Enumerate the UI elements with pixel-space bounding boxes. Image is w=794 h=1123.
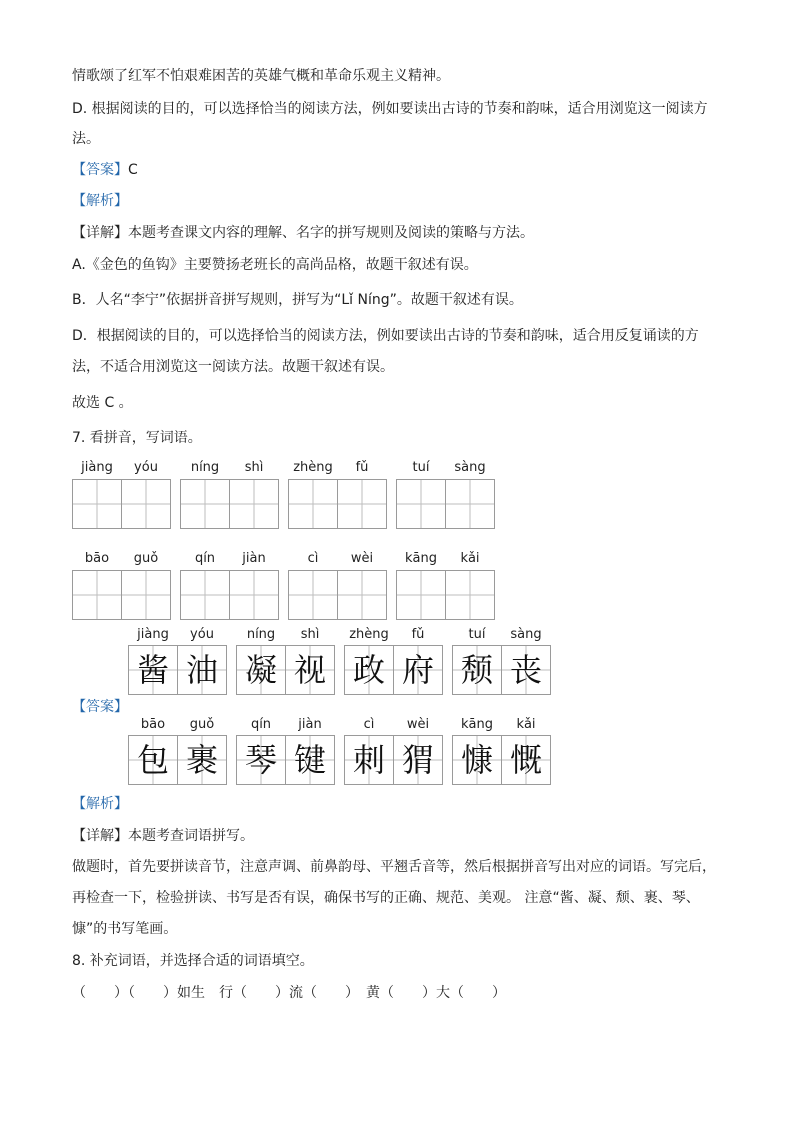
answer-cell [394,735,443,785]
question-8-blanks: （ ）（ ）如生 行（ ）流（ ） 黄（ ）大（ ） [72,985,506,1001]
answer-char: 凝 [244,651,277,689]
answer-cell [344,735,394,785]
pinyin: zhèng [349,627,389,642]
answer-char: 油 [185,651,218,689]
pinyin: jiàn [242,551,266,566]
answer-grid-row-1 [128,645,558,695]
text-line-2: D. 根据阅读的目的，可以选择恰当的阅读方法，例如要读出古诗的节奏和韵味，适合用浏览这一阅读方 [72,101,708,117]
writing-cell[interactable] [72,570,122,620]
writing-cell[interactable] [396,479,446,529]
answer-cell [178,645,227,695]
pinyin: níng [190,460,220,475]
answer-grid-row-2 [128,735,558,785]
pinyin: wèi [350,551,374,566]
answer-tag-2: 【答案】 [72,699,128,715]
pinyin: kāng [405,551,437,566]
writing-cell[interactable] [122,570,171,620]
text-line-a: A.《金色的鱼钩》主要赞扬老班长的高尚品格，故题干叙述有误。 [72,257,478,273]
paragraph-line-3: 慷”的书写笔画。 [72,921,178,937]
answer-char: 丧 [509,651,542,689]
pinyin: guǒ [133,551,159,566]
answer-char: 颓 [460,651,493,689]
writing-cell[interactable] [338,570,387,620]
answer-cell [502,645,551,695]
pinyin: bāo [140,717,166,732]
paragraph-line-1: 做题时，首先要拼读音节，注意声调、前鼻韵母、平翘舌音等，然后根据拼音写出对应的词语。写完后， [72,859,716,875]
writing-cell[interactable] [288,570,338,620]
writing-cell[interactable] [338,479,387,529]
pinyin: níng [246,627,276,642]
answer-cell [128,735,178,785]
pinyin: kǎi [516,717,536,732]
text-line-3: 法。 [72,131,100,147]
paragraph-line-2: 再检查一下，检验拼读、书写是否有误，确保书写的正确、规范、美观。 注意“酱、凝、颓、裹、琴、 [72,890,700,906]
pinyin: zhèng [293,460,333,475]
pinyin: fǔ [411,627,425,642]
pinyin: guǒ [189,717,215,732]
pinyin: shì [244,460,264,475]
answer-char: 裹 [185,741,218,779]
answer-value: C [128,162,138,178]
text-line-d-cont: 法，不适合用浏览这一阅读方法。故题干叙述有误。 [72,359,394,375]
pinyin: qín [250,717,272,732]
answer-line [72,160,138,180]
pinyin: cì [307,551,319,566]
pinyin-row-2 [72,551,502,569]
answer-cell [236,735,286,785]
answer-cell [286,645,335,695]
answer-char: 猬 [401,741,434,779]
answer-char: 琴 [244,741,277,779]
question-8: 8. 补充词语，并选择合适的词语填空。 [72,953,314,969]
answer-char: 政 [352,651,385,689]
answer-char: 慨 [509,741,542,779]
writing-cell[interactable] [180,570,230,620]
pinyin: yóu [190,627,214,642]
answer-char: 视 [293,651,326,689]
answer-pinyin-row-1 [128,627,558,645]
pinyin: yóu [134,460,158,475]
pinyin: sàng [454,460,486,475]
answer-pinyin-row-2 [128,717,558,735]
writing-cell[interactable] [230,479,279,529]
writing-cell[interactable] [230,570,279,620]
pinyin: fǔ [355,460,369,475]
answer-tag: 【答案】 [72,162,128,178]
pinyin: jiàn [298,717,322,732]
answer-cell [178,735,227,785]
pinyin: sàng [510,627,542,642]
answer-cell [344,645,394,695]
answer-cell [502,735,551,785]
blank-grid-row-1 [72,479,502,529]
answer-char: 键 [293,741,326,779]
text-line-1: 情歌颂了红军不怕艰难困苦的英雄气概和革命乐观主义精神。 [72,68,450,84]
pinyin: jiàng [137,627,169,642]
text-line-d: D．根据阅读的目的，可以选择恰当的阅读方法，例如要读出古诗的节奏和韵味，适合用反复诵读的方 [72,328,699,344]
analysis-tag: 【解析】 [72,193,128,209]
answer-char: 府 [401,651,434,689]
writing-cell[interactable] [122,479,171,529]
answer-char: 刺 [352,741,385,779]
pinyin: kǎi [460,551,480,566]
writing-cell[interactable] [446,570,495,620]
detail-tag: 【详解】 [72,225,128,241]
pinyin: bāo [84,551,110,566]
answer-cell [394,645,443,695]
text-line-choice: 故选 C 。 [72,395,133,411]
pinyin: shì [300,627,320,642]
writing-cell[interactable] [180,479,230,529]
detail-text: 本题考查课文内容的理解、名字的拼写规则及阅读的策略与方法。 [128,225,534,241]
pinyin-row-1 [72,460,502,478]
pinyin: cì [363,717,375,732]
writing-cell[interactable] [396,570,446,620]
pinyin: kāng [461,717,493,732]
detail-text: 本题考查词语拼写。 [128,828,254,844]
question-7: 7. 看拼音，写词语。 [72,430,202,446]
detail-tag: 【详解】 [72,828,128,844]
answer-char: 慷 [460,741,493,779]
blank-grid-row-2 [72,570,502,620]
pinyin: tuí [468,627,486,642]
answer-cell [128,645,178,695]
text-line-b: B．人名“李宁”依据拼音拼写规则，拼写为“Lǐ Níng”。故题干叙述有误。 [72,292,523,308]
writing-cell[interactable] [446,479,495,529]
pinyin: tuí [412,460,430,475]
analysis-tag-2: 【解析】 [72,796,128,812]
answer-cell [452,645,502,695]
pinyin: qín [194,551,216,566]
answer-cell [452,735,502,785]
pinyin: wèi [406,717,430,732]
detail-line-1 [72,223,534,243]
answer-char: 酱 [136,651,169,689]
writing-cell[interactable] [288,479,338,529]
pinyin: jiàng [81,460,113,475]
answer-cell [286,735,335,785]
writing-cell[interactable] [72,479,122,529]
detail-line-2 [72,826,254,846]
answer-char: 包 [136,741,169,779]
answer-cell [236,645,286,695]
